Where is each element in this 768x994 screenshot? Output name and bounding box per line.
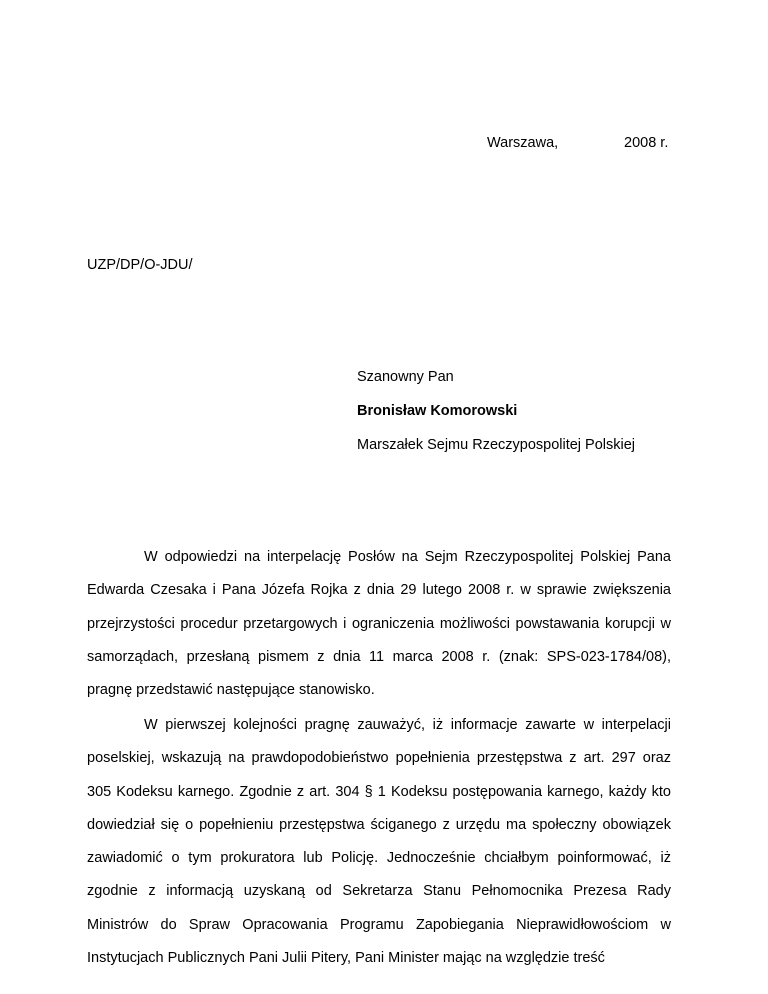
- body-paragraph: W pierwszej kolejności pragnę zauważyć, iż informacje zawarte w interpelacji poselskiej, wskazują na prawdopodobieństwo popełnienia przestępstwa z art. 297 oraz 305 Kodeksu karnego. Zgodnie z art. 304 § 1 Kodeksu postępowania karnego, każdy kto dowiedział się o popełnieniu przestępstwa ściganego z urzędu ma społeczny obowiązek zawiadomić o tym prokuratora lub Policję. Jednocześnie chciałbym poinformować, iż zgodnie z informacją uzyskaną od Sekretarza Stanu Pełnomocnika Prezesa Rady Ministrów do Spraw Opracowania Programu Zapobiegania Nieprawidłowościom w Instytucjach Publicznych Pani Julii Pitery, Pani Minister mając na względzie treść: [87, 717, 671, 967]
- body-paragraph: W odpowiedzi na interpelację Posłów na Sejm Rzeczypospolitej Polskiej Pana Edwarda Czesaka i Pana Józefa Rojka z dnia 29 lutego 2008 r. w sprawie zwiększenia przejrzystości procedur przetargowych i ograniczenia możliwości powstawania korupcji w samorządach, przesłaną pismem z dnia 11 marca 2008 r. (znak: SPS-023-1784/08), pragnę przedstawić następujące stanowisko.: [87, 549, 671, 699]
- addressee-salutation: Szanowny Pan: [357, 369, 454, 385]
- letter-place: Warszawa,: [487, 135, 559, 151]
- body-paragraph-2-container: [87, 709, 671, 975]
- body-paragraph-1-container: [87, 541, 671, 707]
- letter-date: 2008 r.: [624, 135, 669, 151]
- addressee-name: Bronisław Komorowski: [357, 403, 518, 419]
- reference-number: UZP/DP/O-JDU/: [87, 257, 193, 273]
- addressee-role: Marszałek Sejmu Rzeczypospolitej Polskiej: [357, 437, 636, 453]
